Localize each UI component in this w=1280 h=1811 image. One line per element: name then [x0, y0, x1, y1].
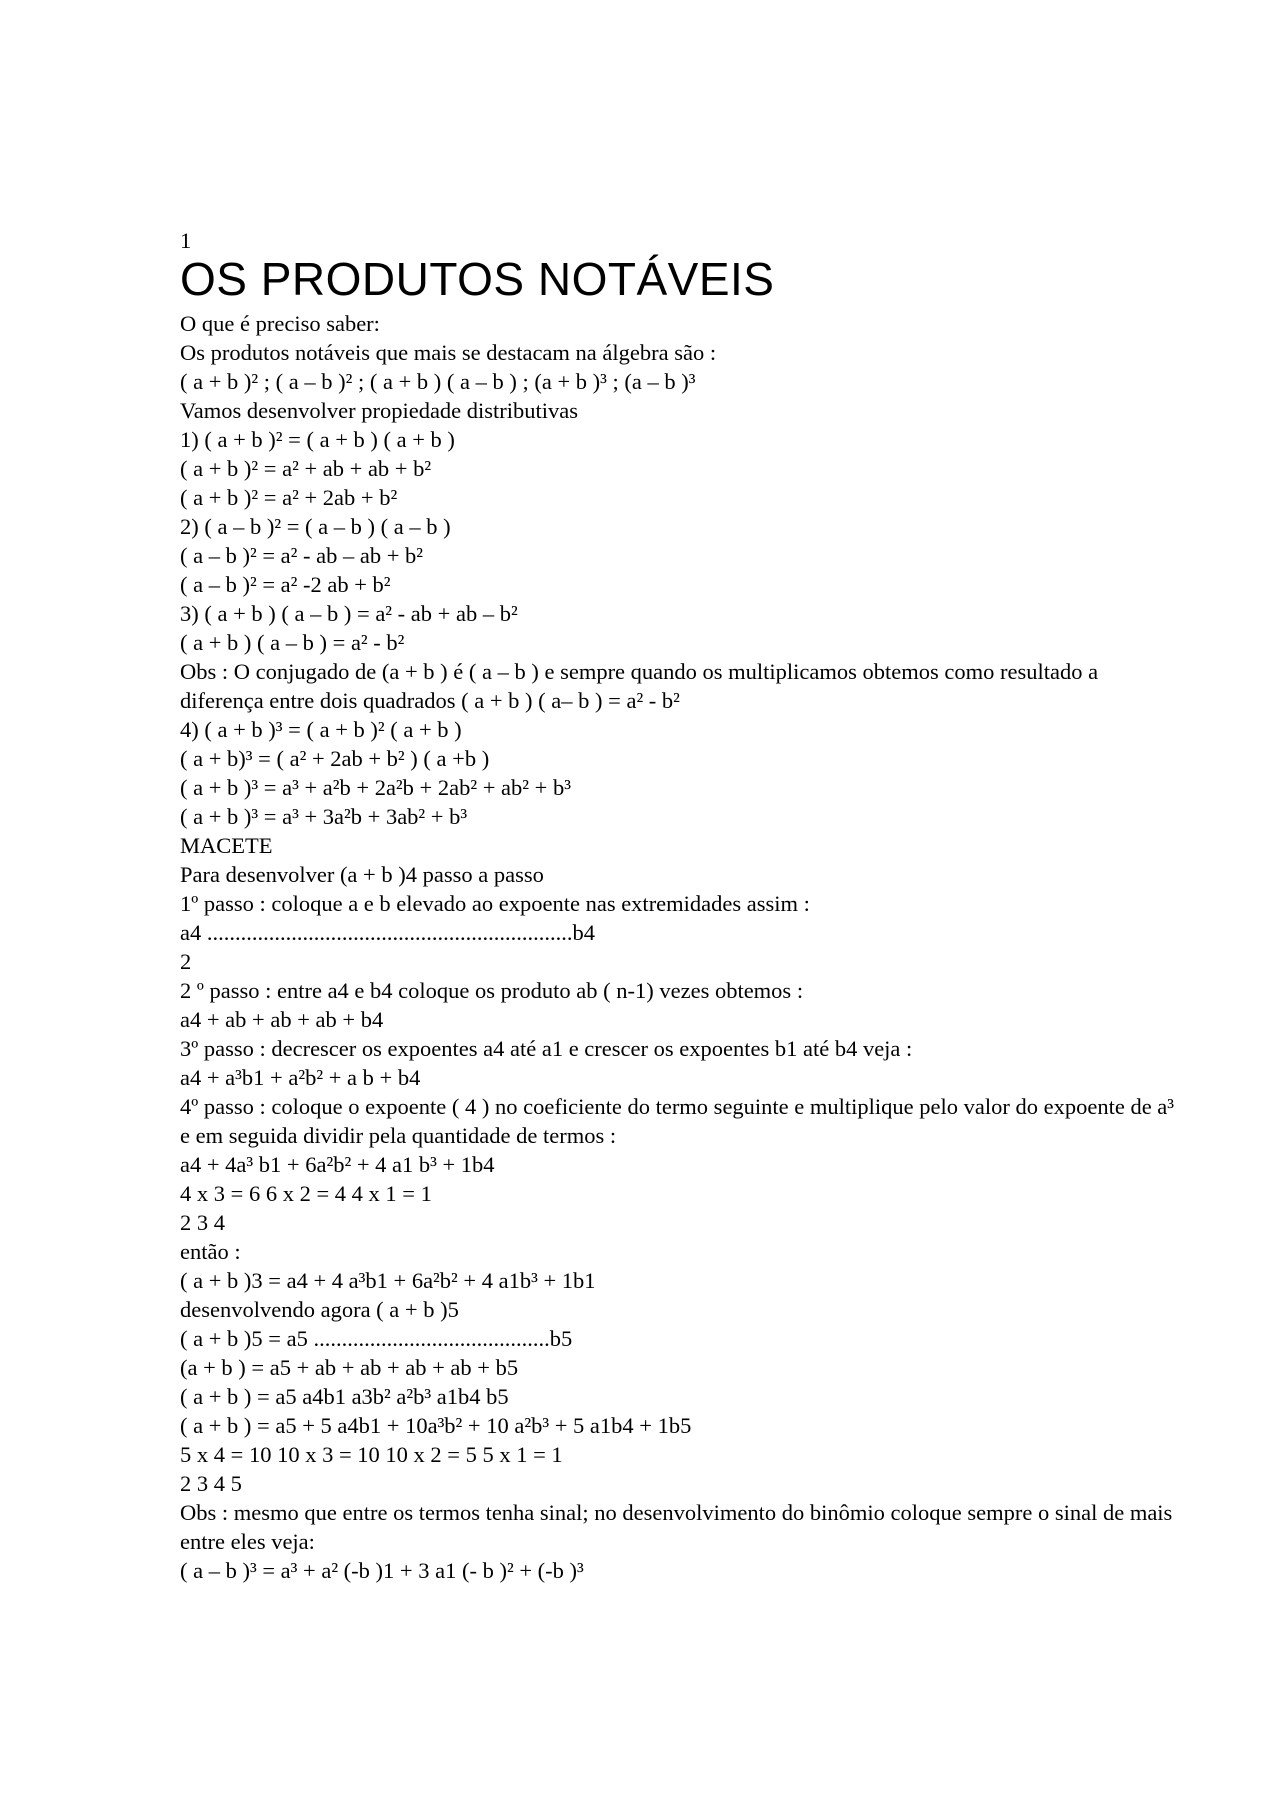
formula-line: 2 3 4 5 — [180, 1471, 242, 1496]
text-line: Vamos desenvolver propiedade distributivas — [180, 398, 579, 423]
formula-line: 2 3 4 — [180, 1210, 225, 1235]
formula-line: ( a + b )3 = a4 + 4 a³b1 + 6a²b² + 4 a1b³ + 1b1 — [180, 1268, 596, 1293]
text-line: Para desenvolver (a + b )4 passo a passo — [180, 862, 544, 887]
formula-line: a4 + a³b1 + a²b² + a b + b4 — [180, 1065, 421, 1090]
text-line: então : — [180, 1239, 241, 1264]
formula-line: ( a + b )³ = a³ + a²b + 2a²b + 2ab² + ab² + b³ — [180, 775, 571, 800]
section-expansion — [180, 1150, 1180, 1498]
formula-line: ( a – b )² = a² - ab – ab + b² — [180, 543, 424, 568]
page-title: OS PRODUTOS NOTÁVEIS — [180, 253, 775, 305]
text-line: Os produtos notáveis que mais se destacam na álgebra são : — [180, 340, 717, 365]
formula-line: a4 + 4a³ b1 + 6a²b² + 4 a1 b³ + 1b4 — [180, 1152, 495, 1177]
formula-line: ( a + b )² ; ( a – b )² ; ( a + b ) ( a – b ) ; (a + b )³ ; (a – b )³ — [180, 369, 696, 394]
formula-line: ( a + b ) ( a – b ) = a² - b² — [180, 630, 405, 655]
formula-line: ( a + b )³ = a³ + 3a²b + 3ab² + b³ — [180, 804, 468, 829]
formula-line: ( a + b )² = a² + 2ab + b² — [180, 485, 398, 510]
section-heading: MACETE — [180, 833, 273, 858]
formula-line: a4 + ab + ab + ab + b4 — [180, 1007, 384, 1032]
step-line: 2 º passo : entre a4 e b4 coloque os produto ab ( n-1) vezes obtemos : — [180, 978, 804, 1003]
formula-line: 1) ( a + b )² = ( a + b ) ( a + b ) — [180, 427, 455, 452]
formula-line: a4 .................................................................b4 — [180, 920, 595, 945]
step-line: 1º passo : coloque a e b elevado ao expoente nas extremidades assim : — [180, 891, 810, 916]
formula-line: 3) ( a + b ) ( a – b ) = a² - ab + ab – b² — [180, 601, 518, 626]
formula-line: ( a – b )² = a² -2 ab + b² — [180, 572, 391, 597]
formula-line: ( a + b ) = a5 a4b1 a3b² a²b³ a1b4 b5 — [180, 1384, 509, 1409]
step-line: 3º passo : decrescer os expoentes a4 até a1 e crescer os expoentes b1 até b4 veja : — [180, 1036, 913, 1061]
section-cube — [180, 715, 1180, 1092]
observation-paragraph: Obs : mesmo que entre os termos tenha sinal; no desenvolvimento do binômio coloque sempre o sinal de mais entre eles veja: — [180, 1500, 1173, 1554]
formula-line: 4 x 3 = 6 6 x 2 = 4 4 x 1 = 1 — [180, 1181, 432, 1206]
formula-line: ( a + b )² = a² + ab + ab + b² — [180, 456, 432, 481]
step-paragraph: 4º passo : coloque o expoente ( 4 ) no coeficiente do termo seguinte e multiplique pelo valor do expoente de a³ e em seguida dividir pela quantidade de termos : — [180, 1094, 1175, 1148]
formula-line: 5 x 4 = 10 10 x 3 = 10 10 x 2 = 5 5 x 1 = 1 — [180, 1442, 563, 1467]
formula-line: (a + b ) = a5 + ab + ab + ab + ab + b5 — [180, 1355, 519, 1380]
formula-line: 2) ( a – b )² = ( a – b ) ( a – b ) — [180, 514, 451, 539]
page-number: 2 — [180, 949, 192, 974]
formula-line: 4) ( a + b )³ = ( a + b )² ( a + b ) — [180, 717, 462, 742]
text-line: O que é preciso saber: — [180, 311, 380, 336]
formula-line: ( a + b )5 = a5 ..........................................b5 — [180, 1326, 573, 1351]
formula-line: ( a – b )³ = a³ + a² (-b )1 + 3 a1 (- b )² + (-b )³ — [180, 1558, 584, 1583]
text-line: desenvolvendo agora ( a + b )5 — [180, 1297, 459, 1322]
observation-paragraph: Obs : O conjugado de (a + b ) é ( a – b ) e sempre quando os multiplicamos obtemos como resultado a diferença entre dois quadrados ( a + b ) ( a– b ) = a² - b² — [180, 659, 1099, 713]
page-number: 1 — [180, 228, 192, 253]
document-page — [180, 226, 1180, 1585]
formula-line: ( a + b ) = a5 + 5 a4b1 + 10a³b² + 10 a²b³ + 5 a1b4 + 1b5 — [180, 1413, 692, 1438]
formula-line: ( a + b)³ = ( a² + 2ab + b² ) ( a +b ) — [180, 746, 490, 771]
section-basics — [180, 309, 1180, 657]
